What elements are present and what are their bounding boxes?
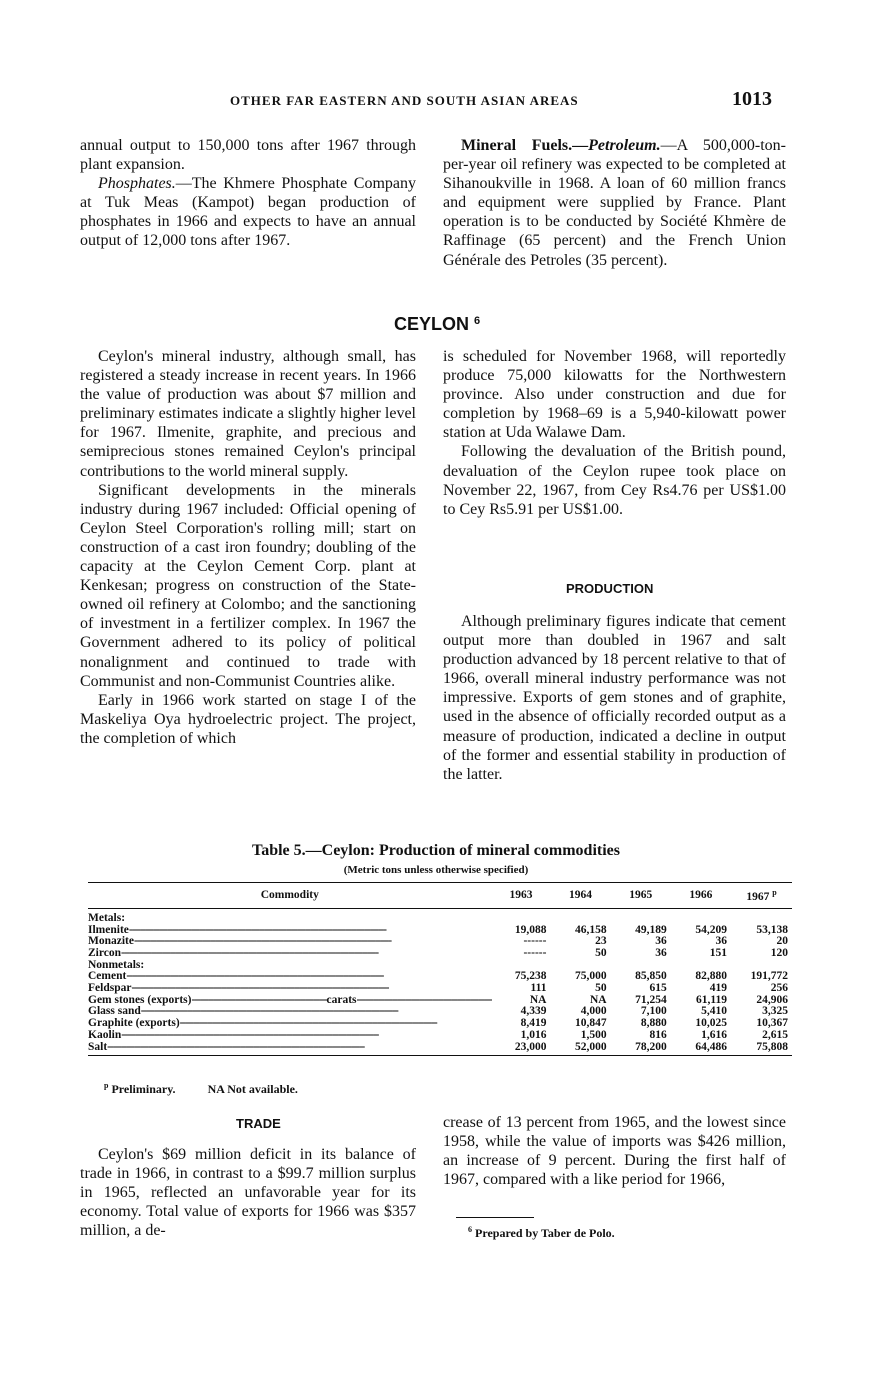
table-row: Gem stones (exports) - - - carats - - - NA NA 71,254 61,119 24,906: [88, 995, 792, 1007]
table-row: Glass sand - - - 4,339 4,000 7,100 5,410 3,325: [88, 1006, 792, 1018]
section-title-production: PRODUCTION: [566, 581, 654, 596]
run-in-subheading: Petroleum.: [588, 137, 661, 154]
column-header: 1967 $^p$: [731, 883, 792, 909]
ceylon-left-column: [80, 347, 416, 748]
table-row: Kaolin - - - 1,016 1,500 816 1,616 2,615: [88, 1030, 792, 1042]
column-header: 1965: [611, 883, 671, 909]
table-group-row: [88, 908, 792, 924]
production-table: [88, 882, 792, 1056]
table-row: Feldspar - - - 111 50 615 419 256: [88, 983, 792, 995]
run-in-heading: Mineral Fuels.—: [461, 137, 589, 154]
section-title-ceylon: CEYLON $^6$: [394, 314, 481, 334]
top-right-column: [443, 136, 786, 270]
column-header: 1966: [671, 883, 731, 909]
table-row: Monazite - - - ------ 23 36 36 20: [88, 936, 792, 948]
table-row: Salt - - - 23,000 52,000 78,200 64,486 75,808: [88, 1042, 792, 1056]
trade-right-text: [443, 1113, 786, 1189]
table-subtitle: (Metric tons unless otherwise specified): [343, 864, 529, 876]
footnote: $^6$ Prepared by Taber de Polo.: [468, 1225, 615, 1240]
table-row: Cement - - - 75,238 75,000 85,850 82,880 191,772: [88, 971, 792, 983]
page-number: 1013: [732, 88, 772, 110]
column-header: 1964: [550, 883, 610, 909]
table-row: Zircon - - - ------ 50 36 151 120: [88, 948, 792, 960]
paragraph: Significant developments in the minerals industry during 1967 included: Official opening of Ceylon Steel Corporation's rolling mill; start on construction of a cast iron foundry; doubling of the capacity at the Ceylon Cement Corp. plant at Kenkesan; progress on construction of the State-owned oil refinery at Colombo; and the sanctioning of investment in a fertilizer complex. In 1967 the Government adhered to its policy of political nonalignment and continued to trade with Communist and non-Communist Countries alike.: [80, 481, 416, 690]
paragraph: Ceylon's mineral industry, although small, has registered a steady increase in recent years. In 1966 the value of production was about $7 million and preliminary estimates indicate a slightly higher level for 1967. Ilmenite, graphite, and precious and semiprecious stones remained Ceylon's principal contributions to the world mineral supply.: [80, 348, 416, 480]
paragraph: Early in 1966 work started on stage I of the Maskeliya Oya hydroelectric project. The project, the completion of which: [80, 691, 416, 747]
running-header: OTHER FAR EASTERN AND SOUTH ASIAN AREAS: [230, 93, 579, 108]
paragraph-mineral-fuels: Mineral Fuels.—Petroleum.—A 500,000-ton-per-year oil refinery was expected to be completed at Sihanoukville in 1968. A loan of 60 million francs and equipment were supplied by France. Plant operation is to be conducted by Société Khmère de Raffinage (65 percent) and the French Union Générale des Petroles (35 percent).: [443, 137, 786, 269]
top-left-column: [80, 136, 416, 251]
paragraph-phosphates: Phosphates.—The Khmere Phosphate Company at Tuk Meas (Kampot) began production of phosphates in 1966 and expects to have an annual output of 12,000 tons after 1967.: [80, 175, 416, 250]
group-label: Nonmetals:: [88, 958, 145, 971]
table-caption: Table 5.—Ceylon: Production of mineral commodities: [252, 842, 620, 859]
table-row: Graphite (exports) - - - 8,419 10,847 8,880 10,025 10,367: [88, 1018, 792, 1030]
table-header-row: [88, 883, 792, 909]
column-header: 1963: [492, 883, 551, 909]
paragraph: is scheduled for November 1968, will reportedly produce 75,000 kilowatts for the Northwestern province. Also under construction and due for completion by 1968–69 is a 5,940-kilowatt power station at Uda Walawe Dam.: [443, 348, 786, 442]
table-group-row: [88, 960, 792, 972]
footnote-rule: [456, 1217, 534, 1218]
paragraph: Following the devaluation of the British pound, devaluation of the Ceylon rupee took place on November 22, 1967, from Cey Rs4.76 per US$1.00 to Cey Rs5.91 per US$1.00.: [443, 443, 786, 518]
paragraph: annual output to 150,000 tons after 1967 through plant expansion.: [80, 137, 416, 174]
paragraph: Ceylon's $69 million deficit in its balance of trade in 1966, in contrast to a $99.7 million surplus in 1965, reflected an unfavorable year for its economy. Total value of exports for 1966 was $357 million, a de-: [80, 1146, 416, 1240]
trade-left-text: [80, 1145, 416, 1240]
footnote-ref: 6: [474, 315, 481, 327]
column-header: Commodity: [88, 883, 492, 909]
paragraph: Although preliminary figures indicate that cement output more than doubled in 1967 and salt production advanced by 18 percent relative to that of 1966, overall mineral industry performance was not impressive. Exports of gem stones and of graphite, used in the absence of officially recorded output as a measure of production, indicated a decline in output of the former and essential stability in production of the latter.: [443, 613, 786, 783]
group-label: Metals:: [88, 911, 126, 924]
table-row: Ilmenite - - - 19,088 46,158 49,189 54,209 53,138: [88, 925, 792, 937]
run-in-heading: Phosphates.: [98, 175, 176, 193]
production-text: [443, 612, 786, 784]
section-title-trade: TRADE: [236, 1116, 281, 1131]
table-notes: $^p$ Preliminary. NA Not available.: [104, 1081, 298, 1096]
ceylon-right-column: [443, 347, 786, 519]
paragraph: crease of 13 percent from 1965, and the lowest since 1958, while the value of imports was $426 million, an increase of 9 percent. During the first half of 1967, compared with a like period for 1966,: [443, 1114, 786, 1189]
